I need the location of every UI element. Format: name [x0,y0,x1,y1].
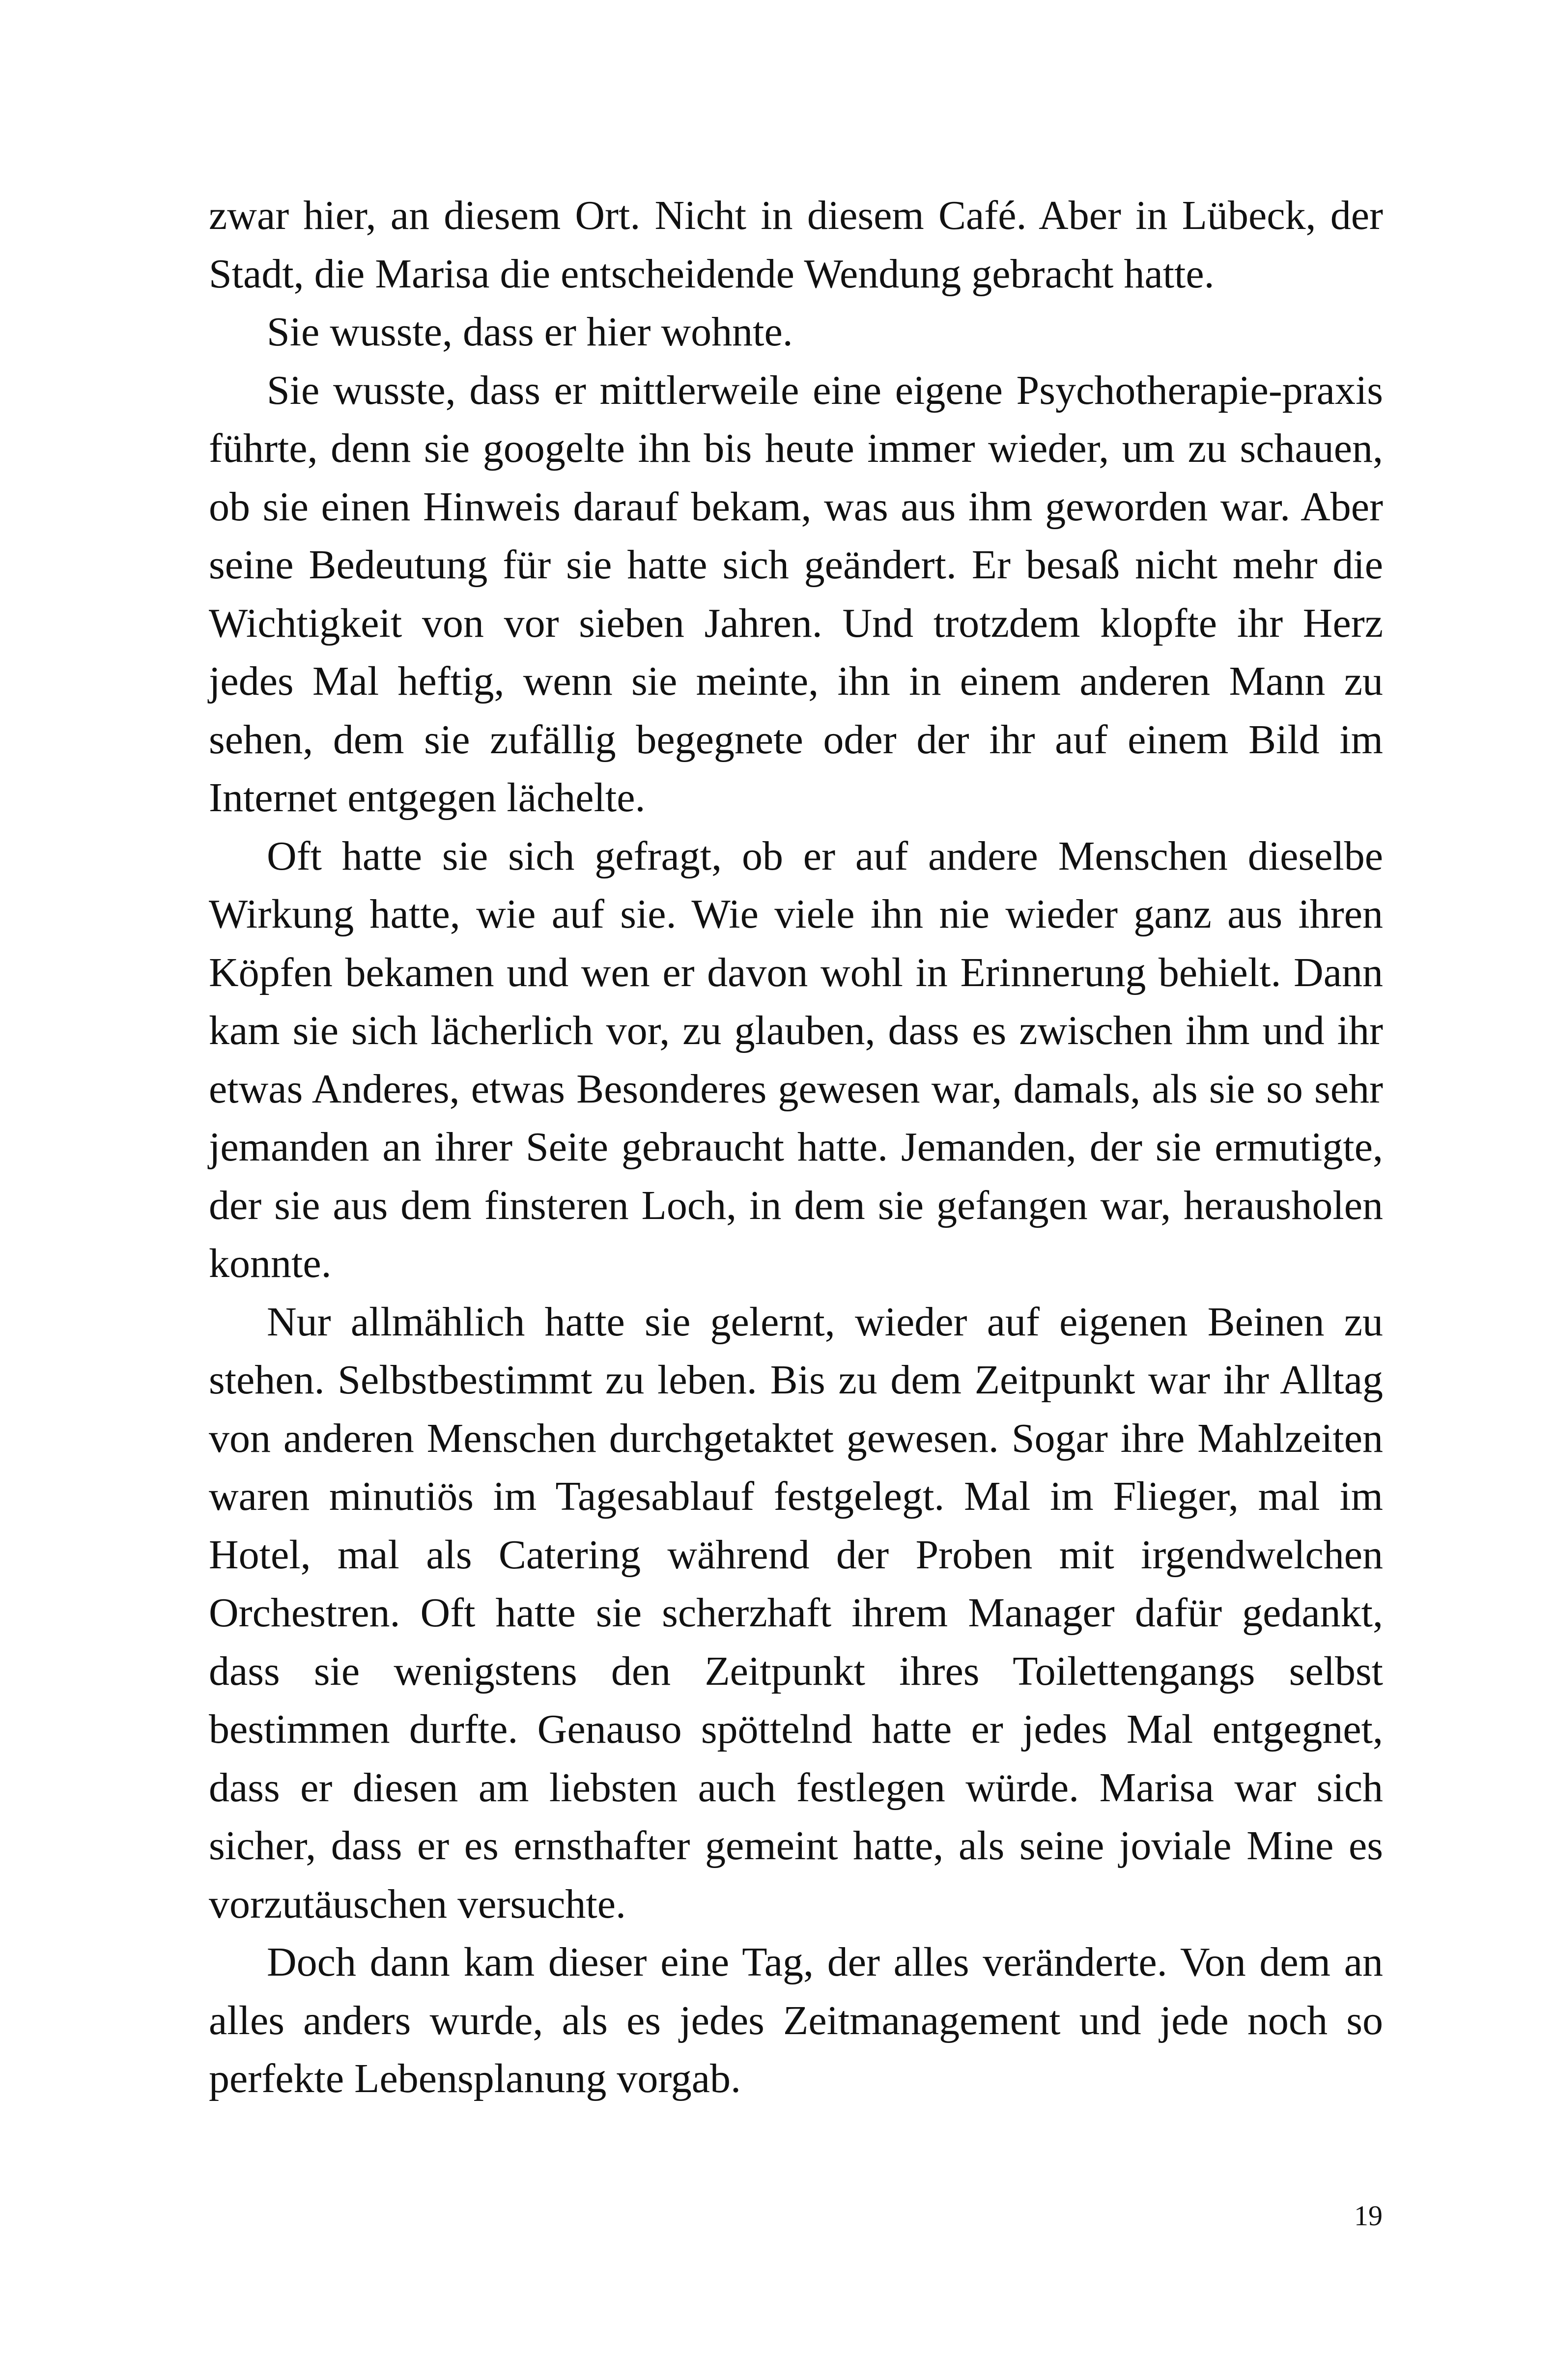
body-text [209,187,1383,2108]
page-number: 19 [1354,2200,1383,2232]
paragraph-3: Sie wusste, dass er mittlerweile eine eigene Psychotherapie-praxis führte, denn sie googelte ihn bis heute immer wieder, um zu schauen, ob sie einen Hinweis darauf bekam, was aus ihm geworden war. Aber seine Bedeutung für sie hatte sich geändert. Er besaß nicht mehr die Wichtigkeit von vor sieben Jahren. Und trotzdem klopfte ihr Herz jedes Mal heftig, wenn sie meinte, ihn in einem anderen Mann zu sehen, dem sie zufällig begegnete oder der ihr auf einem Bild im Internet entgegen lächelte. [209,367,1383,821]
paragraph-5: Nur allmählich hatte sie gelernt, wieder auf eigenen Beinen zu stehen. Selbstbestimmt zu leben. Bis zu dem Zeitpunkt war ihr Alltag von anderen Menschen durchgetaktet gewesen. Sogar ihre Mahlzeiten waren minutiös im Tagesablauf festgelegt. Mal im Flieger, mal im Hotel, mal als Catering während der Proben mit irgendwelchen Orchestren. Oft hatte sie scherzhaft ihrem Manager dafür gedankt, dass sie wenigstens den Zeitpunkt ihres Toilettengangs selbst bestimmen durfte. Genauso spöttelnd hatte er jedes Mal entgegnet, dass er diesen am liebsten auch festlegen würde. Marisa war sich sicher, dass er es ernsthafter gemeint hatte, als seine joviale Mine es vorzutäuschen versuchte. [209,1299,1383,1927]
paragraph-1: zwar hier, an diesem Ort. Nicht in diesem Café. Aber in Lübeck, der Stadt, die Marisa die entscheidende Wendung gebracht hatte. [209,193,1383,297]
paragraph-6: Doch dann kam dieser eine Tag, der alles veränderte. Von dem an alles anders wurde, als es jedes Zeitmanagement und jede noch so perfekte Lebensplanung vorgab. [209,1939,1383,2101]
paragraph-4: Oft hatte sie sich gefragt, ob er auf andere Menschen dieselbe Wirkung hatte, wie auf sie. Wie viele ihn nie wieder ganz aus ihren Köpfen bekamen und wen er davon wohl in Erinnerung behielt. Dann kam sie sich lächerlich vor, zu glauben, dass es zwischen ihm und ihr etwas Anderes, etwas Besonderes gewesen war, damals, als sie so sehr jemanden an ihrer Seite gebraucht hatte. Jemanden, der sie ermutigte, der sie aus dem finsteren Loch, in dem sie gefangen war, herausholen konnte. [209,833,1383,1286]
paragraph-2: Sie wusste, dass er hier wohnte. [267,309,793,355]
